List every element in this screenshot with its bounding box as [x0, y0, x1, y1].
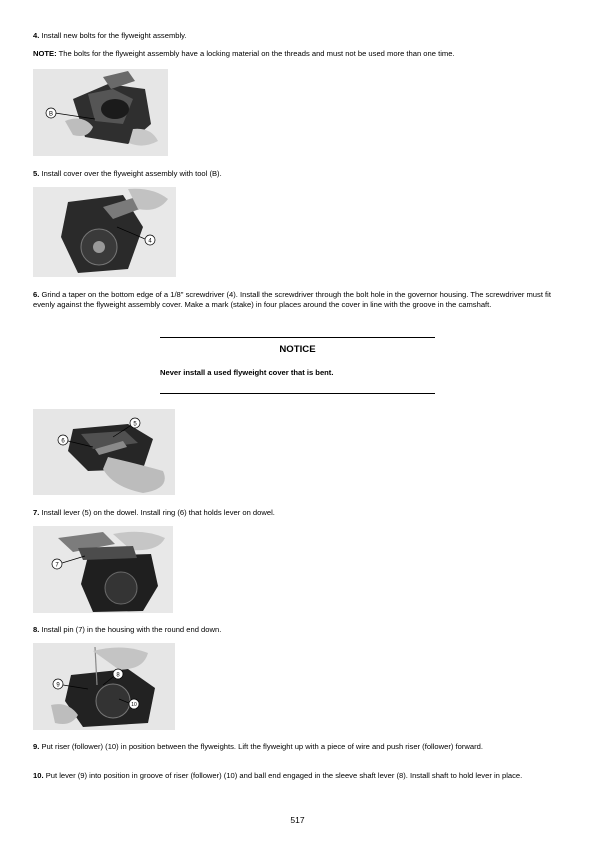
callout-label: B [48, 111, 54, 118]
photo-pin-housing [33, 526, 173, 613]
step-7 [33, 508, 563, 518]
note-label: NOTE: [33, 49, 57, 58]
callout-label: 6 [61, 438, 65, 445]
photo-lever-ring [33, 409, 175, 495]
step-text: Put lever (9) into position in groove of riser (follower) (10) and ball end engaged in the sleeve shaft lever (8). Install shaft to hold lever in place. [45, 771, 523, 780]
step-number: 8. [33, 625, 40, 634]
step-text: Install lever (5) on the dowel. Install ring (6) that holds lever on dowel. [41, 508, 275, 517]
step-text: Install cover over the flyweight assembly with tool (B). [41, 169, 222, 178]
step-text: Install pin (7) in the housing with the round end down. [41, 625, 222, 634]
photo-riser-lever [33, 643, 175, 730]
callout-label: 9 [56, 682, 60, 689]
page-number: 517 [290, 815, 305, 825]
note-text: The bolts for the flyweight assembly have a locking material on the threads and must not be used more than one time. [58, 49, 455, 58]
note [33, 49, 563, 59]
step-number: 9. [33, 742, 40, 751]
step-number: 7. [33, 508, 40, 517]
step-text: Install new bolts for the flyweight assembly. [41, 31, 187, 40]
step-number: 4. [33, 31, 40, 40]
step-number: 10. [33, 771, 44, 780]
step-6 [33, 290, 563, 311]
step-4 [33, 31, 563, 41]
callout-label: 8 [116, 672, 120, 679]
callout-label: 10 [131, 702, 137, 709]
step-text: Put riser (follower) (10) in position between the flyweights. Lift the flyweight up with a piece of wire and push riser (follower) forward. [41, 742, 483, 751]
notice-title: NOTICE [279, 344, 316, 355]
step-8 [33, 625, 563, 635]
callout-label: 7 [55, 562, 59, 569]
step-text: Grind a taper on the bottom edge of a 1/8" screwdriver (4). Install the screwdriver through the bolt hole in the governor housing. The screwdriver must fit evenly against the flyweight assembly cover. Make a mark (stake) in four places around the cover in line with the groove in the camshaft. [33, 290, 551, 310]
notice-bottom-rule [160, 393, 435, 394]
step-5 [33, 169, 563, 179]
notice-top-rule [160, 337, 435, 338]
callout-label: 4 [148, 238, 152, 245]
callout-label: 5 [133, 421, 137, 428]
step-10 [33, 771, 563, 781]
step-number: 6. [33, 290, 40, 299]
notice-text: Never install a used flyweight cover that is bent. [160, 368, 334, 377]
step-9 [33, 742, 563, 752]
photo-flyweight-bolts [33, 69, 168, 156]
photo-cover-tool [33, 187, 176, 277]
step-number: 5. [33, 169, 40, 178]
